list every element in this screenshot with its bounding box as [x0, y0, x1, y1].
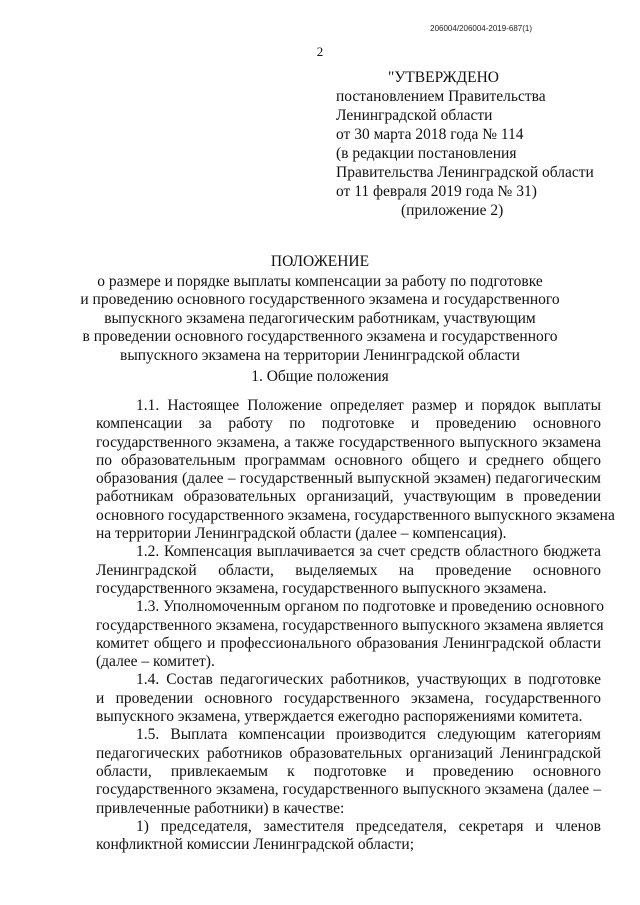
approval-line: "УТВЕРЖДЕНО	[388, 69, 499, 86]
page-number: 2	[316, 44, 324, 59]
text-line: выпускного экзамена, утверждается ежегодно распоряжениями комитета.	[96, 708, 583, 726]
text-line: 1.5. Выплата компенсации производится следующим категориям	[136, 726, 601, 744]
section-title: 1. Общие положения	[251, 368, 389, 385]
text-line: по образовательным программам основного общего и среднего общего	[96, 451, 601, 469]
paragraph-1-1	[96, 397, 615, 543]
text-line: комитет общего и профессионального образования Ленинградской области	[96, 634, 601, 652]
approval-line: (в редакции постановления	[336, 145, 517, 162]
text-line: педагогических работников образовательных организаций Ленинградской	[96, 744, 601, 762]
approval-line: Правительства Ленинградской области	[336, 164, 594, 181]
text-line: государственного экзамена, государственного выпускного экзамена (далее –	[96, 781, 601, 799]
text-line: 1.3. Уполномоченным органом по подготовке и проведению основного	[136, 598, 605, 616]
approval-line: (приложение 2)	[401, 202, 504, 219]
title-line: выпускного экзамена на территории Ленинградской области	[120, 346, 520, 364]
text-line: государственного экзамена, государственного выпускного экзамена.	[96, 579, 547, 597]
text-line: государственного экзамена, государственного выпускного экзамена является	[96, 616, 604, 634]
text-line: компенсации за работу по подготовке и проведению основного	[96, 415, 601, 433]
paragraph-1-2	[96, 543, 601, 598]
text-line: 1) председателя, заместителя председателя, секретаря и членов	[136, 817, 601, 835]
approval-line: постановлением Правительства	[336, 88, 546, 105]
text-line: государственного экзамена, а также государственного выпускного экзамена	[96, 433, 601, 451]
document-title	[0, 253, 640, 365]
text-line: 1.4. Состав педагогических работников, участвующих в подготовке	[136, 671, 601, 689]
paragraph-1-4	[96, 671, 601, 726]
title-heading: ПОЛОЖЕНИЕ	[270, 253, 370, 270]
text-line: Ленинградской области, выделяемых на проведение основного	[96, 561, 601, 579]
approval-line: от 30 марта 2018 года № 114	[336, 126, 524, 143]
text-line: области, привлекаемым к подготовке и проведению основного	[96, 762, 601, 780]
list-item-1	[96, 818, 601, 855]
text-line: (далее – комитет).	[96, 653, 215, 671]
document-id: 206004/206004-2019-687(1)	[430, 24, 532, 33]
text-line: на территории Ленинградской области (далее – компенсация).	[96, 525, 507, 543]
text-line: основного государственного экзамена, государственного выпускного экзамена	[96, 506, 615, 524]
text-line: 1.2. Компенсация выплачивается за счет средств областного бюджета	[136, 543, 601, 561]
text-line: привлеченные работники) в качестве:	[96, 799, 345, 817]
title-line: о размере и порядке выплаты компенсации за работу по подготовке	[97, 272, 543, 290]
title-line: и проведению основного государственного экзамена и государственного	[80, 291, 560, 308]
text-line: конфликтной комиссии Ленинградской области;	[96, 836, 415, 854]
approval-line: Ленинградской области	[336, 107, 493, 124]
approval-line: от 11 февраля 2019 года № 31)	[336, 183, 537, 200]
approval-block	[336, 68, 616, 220]
document-body	[96, 397, 615, 854]
text-line: и проведении основного государственного экзамена, государственного	[96, 689, 601, 707]
title-line: выпускного экзамена педагогическим работникам, участвующим	[104, 309, 536, 327]
text-line: образования (далее – государственный выпускной экзамен) педагогическим	[96, 470, 601, 488]
title-line: в проведении основного государственного экзамена и государственного	[82, 328, 558, 345]
text-line: работникам образовательных организаций, участвующим в проведении	[96, 488, 601, 506]
paragraph-1-3	[96, 598, 605, 671]
paragraph-1-5	[96, 726, 601, 817]
text-line: 1.1. Настоящее Положение определяет размер и порядок выплаты	[136, 397, 601, 414]
